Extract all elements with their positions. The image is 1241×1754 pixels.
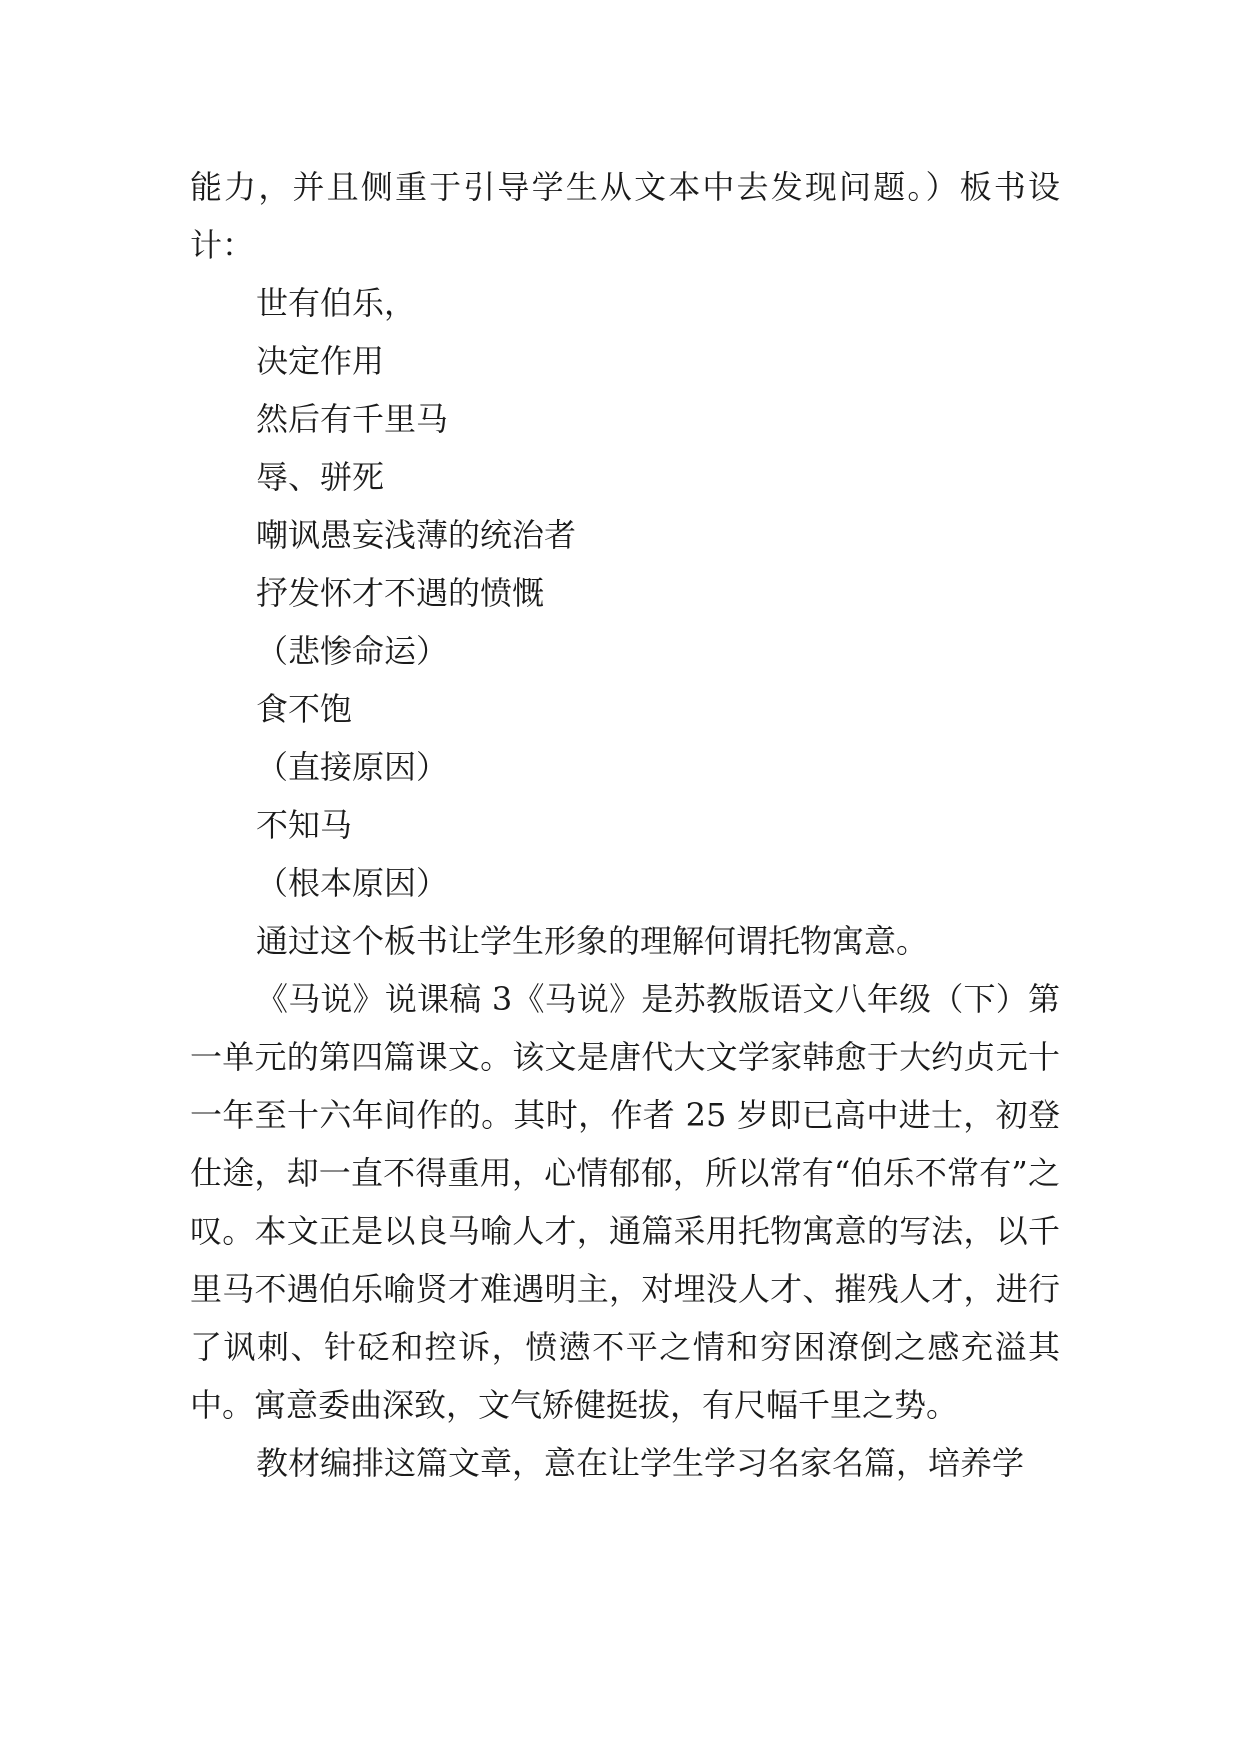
board-line: （悲惨命运） bbox=[256, 632, 449, 670]
board-line: 辱、骈死 bbox=[256, 458, 385, 496]
document-body bbox=[190, 158, 1060, 1492]
board-line: （根本原因） bbox=[256, 864, 449, 902]
board-line: 决定作用 bbox=[256, 342, 385, 380]
board-line: （直接原因） bbox=[256, 748, 449, 786]
board-line: 抒发怀才不遇的愤慨 bbox=[256, 574, 545, 612]
lesson-intro-paragraph: 《马说》说课稿 3《马说》是苏教版语文八年级（下）第一单元的第四篇课文。该文是唐代大文学家韩愈于大约贞元十一年至十六年间作的。其时，作者 25 岁即已高中进士，初登仕途，却一直不得重用，心情郁郁，所以常有“伯乐不常有”之叹。本文正是以良马喻人才，通篇采用托物寓意的写法，以千里马不遇伯乐喻贤才难遇明主，对埋没人才、摧残人才，进行了讽刺、针砭和控诉，愤懑不平之情和穷困潦倒之感充溢其中。寓意委曲深致，文气矫健挺拔，有尺幅千里之势。 bbox=[190, 980, 1060, 1424]
board-line: 世有伯乐， bbox=[256, 284, 417, 322]
closing-paragraph: 教材编排这篇文章，意在让学生学习名家名篇，培养学 bbox=[256, 1444, 1025, 1482]
board-line: 食不饱 bbox=[256, 690, 353, 728]
opening-paragraph: 能力，并且侧重于引导学生从文本中去发现问题。）板书设计： bbox=[190, 168, 1060, 264]
board-line: 嘲讽愚妄浅薄的统治者 bbox=[256, 516, 577, 554]
board-summary-line: 通过这个板书让学生形象的理解何谓托物寓意。 bbox=[256, 922, 929, 960]
board-line: 然后有千里马 bbox=[256, 400, 449, 438]
board-line: 不知马 bbox=[256, 806, 353, 844]
